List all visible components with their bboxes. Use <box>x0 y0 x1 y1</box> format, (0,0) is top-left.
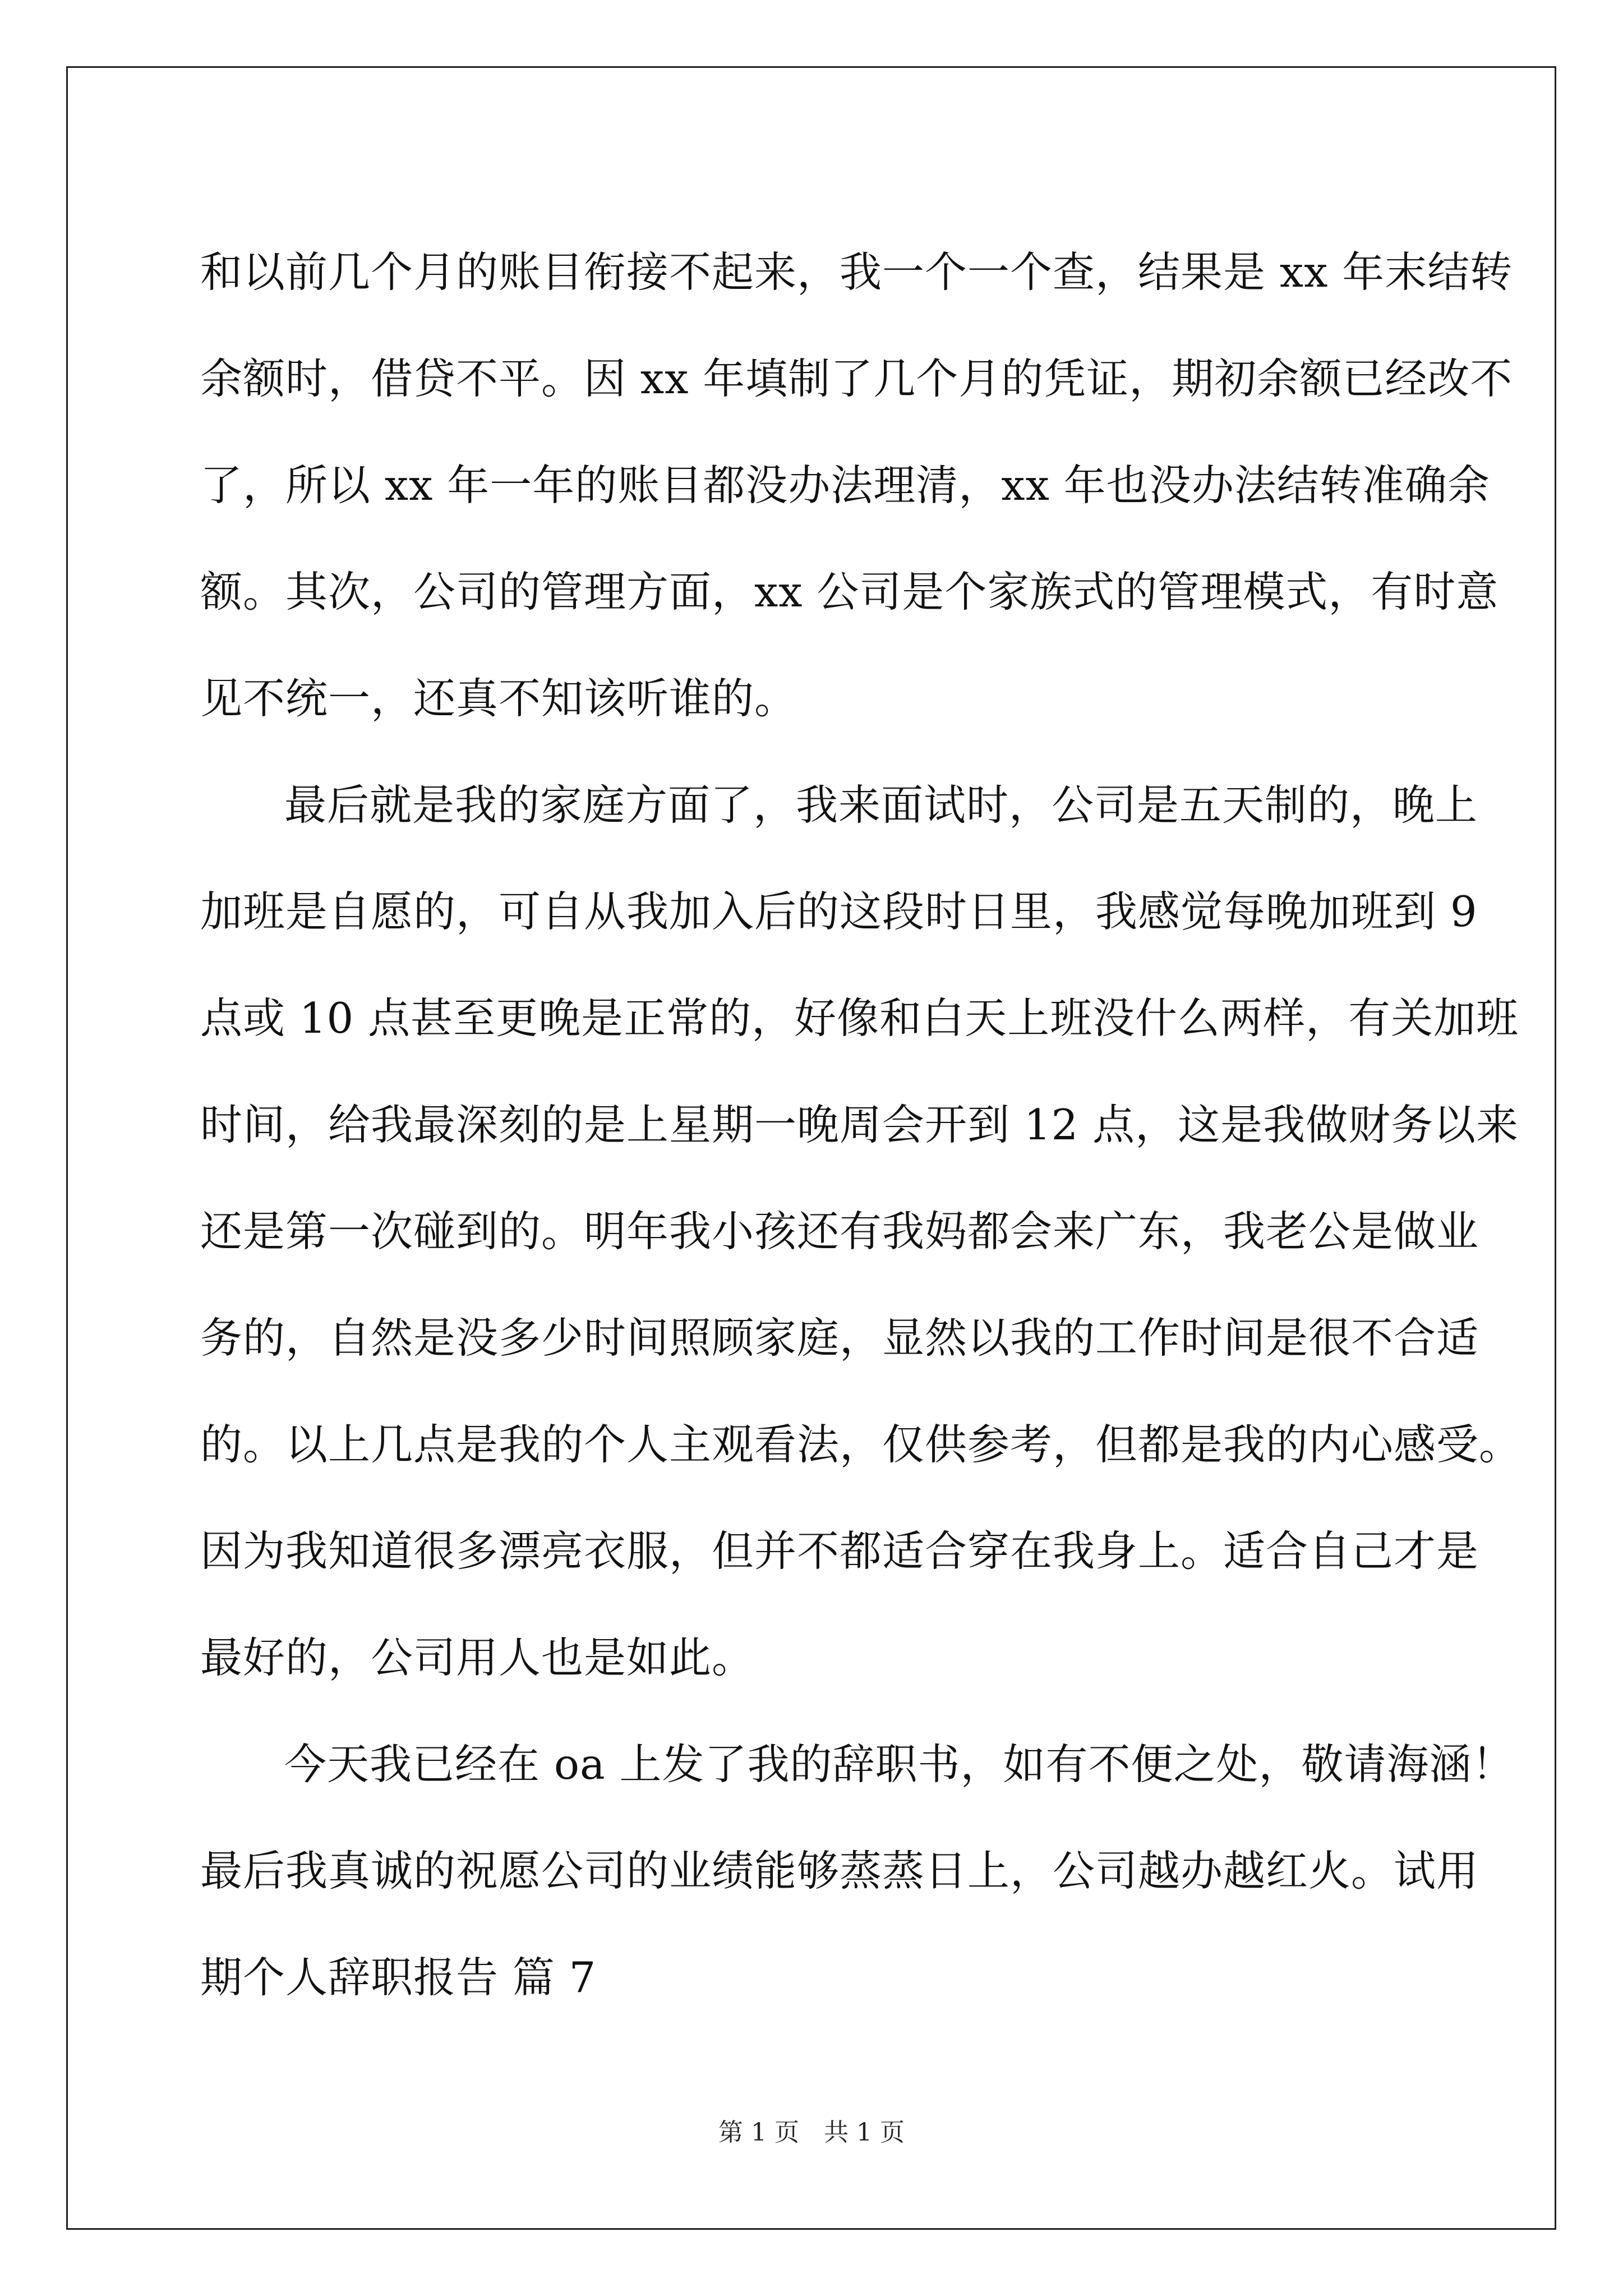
text-line-14: 最好的，公司用人也是如此。 <box>200 1633 755 1682</box>
text-line-2: 余额时，借贷不平。因 xx 年填制了几个月的凭证，期初余额已经改不 <box>200 354 1513 403</box>
text-line-17: 期个人辞职报告 篇 7 <box>200 1953 597 2002</box>
text-line-16: 最后我真诚的祝愿公司的业绩能够蒸蒸日上，公司越办越红火。试用 <box>200 1846 1479 1895</box>
document-body <box>200 219 1522 2031</box>
text-line-8: 点或 10 点甚至更晚是正常的，好像和白天上班没什么两样，有关加班 <box>200 993 1519 1043</box>
text-line-13: 因为我知道很多漂亮衣服，但并不都适合穿在我身上。适合自己才是 <box>200 1526 1479 1576</box>
text-line-1: 和以前几个月的账目衔接不起来，我一个一个查，结果是 xx 年末结转 <box>200 247 1513 297</box>
text-line-5: 见不统一，还真不知该听谁的。 <box>200 674 797 723</box>
text-line-9: 时间，给我最深刻的是上星期一晚周会开到 12 点，这是我做财务以来 <box>200 1100 1519 1149</box>
text-line-10: 还是第一次碰到的。明年我小孩还有我妈都会来广东，我老公是做业 <box>200 1207 1479 1256</box>
text-line-12: 的。以上几点是我的个人主观看法，仅供参考，但都是我的内心感受。 <box>200 1420 1522 1469</box>
text-line-15: 今天我已经在 oa 上发了我的辞职书，如有不便之处，敬请海涵！ <box>284 1740 1515 1789</box>
text-line-11: 务的，自然是没多少时间照顾家庭，显然以我的工作时间是很不合适 <box>200 1313 1479 1363</box>
text-line-3: 了，所以 xx 年一年的账目都没办法理清，xx 年也没办法结转准确余 <box>200 461 1490 510</box>
text-line-6: 最后就是我的家庭方面了，我来面试时，公司是五天制的，晚上 <box>284 780 1478 830</box>
text-line-7: 加班是自愿的，可自从我加入后的这段时日里，我感觉每晚加班到 9 <box>200 887 1478 936</box>
text-line-4: 额。其次，公司的管理方面，xx 公司是个家族式的管理模式，有时意 <box>200 567 1499 616</box>
page-number-footer: 第 1 页 共 1 页 <box>718 2118 905 2147</box>
